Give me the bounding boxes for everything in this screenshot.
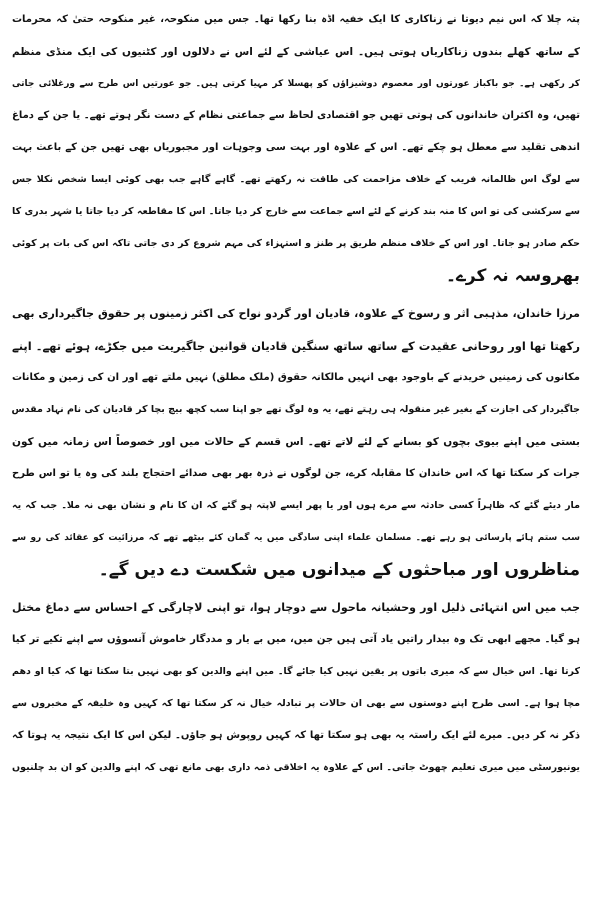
text-line: سے سرکشی کی تو اس کا منہ بند کرنے کے لئے اسے جماعت سے خارج کر دیا جاتا۔ اس کا مقاطعہ کر دیا جاتا یا شہر بدری کا [12,206,580,217]
text-line: ہو گیا۔ مجھے ابھی تک وہ بیدار راتیں یاد آتی ہیں جن میں، میں بے یار و مددگار خاموش آنسوؤں سے اپنے تکیے تر کیا [12,634,580,645]
text-line: مچا ہوا ہے۔ اسی طرح اپنے دوستوں سے بھی ان حالات پر تبادلہ خیال نہ کر سکتا تھا کہ کہیں وہ خلیفہ کے مخبروں سے [12,698,580,709]
paragraph-3 [12,592,580,784]
text-line: مرزا خاندان، مذہبی اثر و رسوخ کے علاوہ، قادیان اور گردو نواح کی اکثر زمینوں پر حقوق جاگیرداری بھی [12,307,580,320]
text-line: بستی میں اپنے بیوی بچوں کو بسانے کے لئے لاتے تھے۔ اس قسم کے حالات میں اور خصوصاً اس زمانہ میں کون [12,436,580,448]
text-line: تھیں، وہ اکثران خاندانوں کی ہوتی تھیں جو اقتصادی لحاظ سے جماعتی نظام کے دست نگر ہوتے تھے۔ یا جن کے دماغ [12,110,580,121]
text-line: جاگیردار کی اجازت کے بغیر غیر منقولہ ہی رہتے تھے، یہ وہ لوگ تھے جو اپنا سب کچھ بیچ بچا کر قادیان کی نام نہاد مقدس [12,404,580,415]
text-line: جرات کر سکتا تھا کہ اس خاندان کا مقابلہ کرے، جن لوگوں نے ذرہ بھر بھی صدائے احتجاج بلند کی وہ یا تو اس طرح [12,468,580,479]
text-line: کرتا تھا۔ اس خیال سے کہ میری باتوں پر یقین نہیں کیا جائے گا۔ میں اپنے والدین کو بھی نہیں بتا سکتا تھا کہ کیا او دھم [12,666,580,677]
text-line: یونیورسٹی میں میری تعلیم چھوٹ جاتی۔ اس کے علاوہ یہ اخلاقی ذمہ داری بھی مانع تھی کہ اپنے والدین کو ان بد چلنیوں [12,762,580,773]
text-line: ذکر نہ کر دیں۔ میرے لئے ایک راستہ یہ بھی ہو سکتا تھا کہ کہیں روپوش ہو جاؤں۔ لیکن اس کا ایک نتیجہ یہ ہوتا کہ [12,730,580,741]
text-line: مکانوں کی زمینیں خریدنے کے باوجود بھی انہیں مالکانہ حقوق (ملک مطلق) نہیں ملتے تھے اور ان کی زمین و مکانات [12,372,580,383]
paragraph-2 [12,298,580,586]
text-line: کے ساتھ کھلے بندوں زناکاریاں ہوتی ہیں۔ اس عیاشی کے لئے اس نے دلالوں اور کٹنیوں کی ایک منڈی منظم [12,46,580,58]
text-line: سب ستم ہائے پارسائی ہو رہے تھے۔ مسلمان علماء اپنی سادگی میں یہ گمان کئے بیٹھے تھے کہ مرزائیت کو عقائد کی رو سے [12,533,580,543]
text-line: پتہ چلا کہ اس نیم دیوتا نے زناکاری کا ایک خفیہ اڈہ بنا رکھا تھا۔ جس میں منکوحہ، غیر منکوحہ حتیٰ کہ محرمات [12,14,580,25]
text-line: مار دیئے گئے کہ ظاہراً کسی حادثہ سے مرے ہوں اور یا پھر ایسے لاپتہ ہو گئے کہ ان کا نام و نشان بھی نہ ملا۔ جب کہ یہ [12,500,580,511]
text-line: بھروسہ نہ کرے۔ [446,266,580,286]
text-line: جب میں اس انتہائی ذلیل اور وحشیانہ ماحول سے دوچار ہوا، تو اپنی لاچارگی کے احساس سے دماغ مختل [12,601,580,614]
text-line: کر رکھی ہے۔ جو باکباز عورتوں اور معصوم دوشیزاؤں کو پھسلا کر مہیا کرتی ہیں۔ جو عورتیں اس طرح سے ورغلائی جاتی [12,79,580,89]
paragraph-1 [12,4,580,292]
text-line: حکم صادر ہو جاتا۔ اور اس کے خلاف منظم طریق پر طنز و استہزاء کی مہم شروع کر دی جاتی تاکہ اس کی بات پر کوئی [12,238,580,249]
text-line: رکھتا تھا اور روحانی عقیدت کے ساتھ ساتھ سنگین قادیان قوانین جاگیریت میں جکڑے، ہوئے تھے۔ اپنے [12,339,580,353]
text-line: مناظروں اور مباحثوں کے میدانوں میں شکست دے دیں گے۔ [98,560,580,580]
text-line: سے لوگ اس ظالمانہ فریب کے خلاف مزاحمت کی طاقت نہ رکھتے تھے۔ گاہے گاہے جب بھی کوئی ایسا شخص نکلا جس [12,174,580,185]
text-line: اندھی تقلید سے معطل ہو چکے تھے۔ اس کے علاوہ اور بہت سی وجوہات اور مجبوریاں بھی تھیں جن کے باعث بہت [12,142,580,153]
